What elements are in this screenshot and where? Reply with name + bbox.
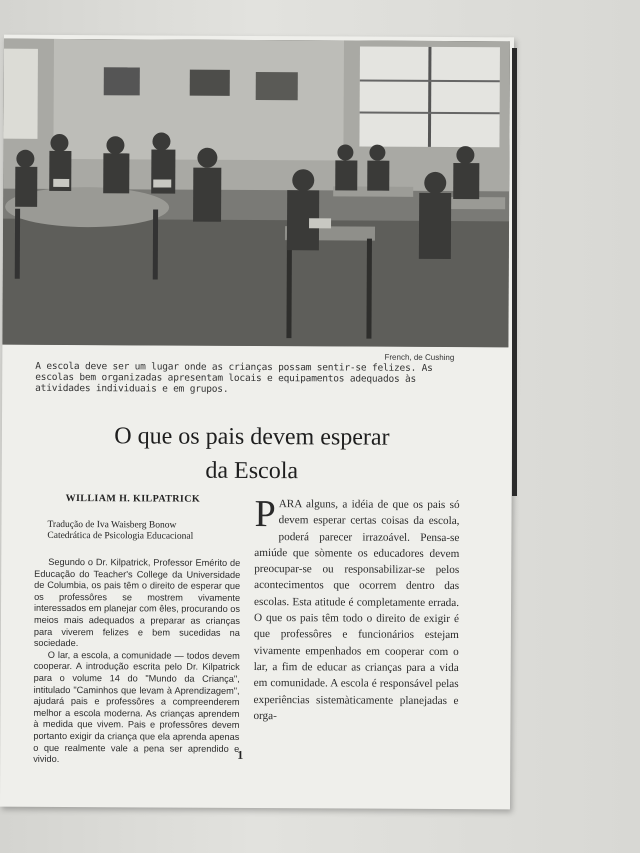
classroom-illustration xyxy=(2,39,510,348)
classroom-photo xyxy=(2,39,510,348)
body-text: ARA alguns, a idéia de que os pais só devem esperar certas coisas da escola, poderá parecer irrazoável. Pensa-se amiúde que sòmente os educadores devem preocupar-se ou responsabilizar-se pelos acontecimentos que ocorrem dentro das escolas. Esta atitude é completamente errada. O que os pais têm todo o direito de exigir é que professôres e funcionários estejam vivamente empenhados em cooperar com o lar, a fim de educar as crianças para a vida em comunidade. A escola é responsável pelas experiências sistemàticamente planejadas e orga- xyxy=(253,498,460,722)
translator-credit xyxy=(47,520,247,543)
page-number: 1 xyxy=(237,747,244,762)
photo-credit: French, de Cushing xyxy=(384,352,455,363)
book-page xyxy=(0,35,514,810)
body-paragraph xyxy=(253,492,460,725)
translator-line-2: Catedrática de Psicologia Educacional xyxy=(47,530,194,542)
next-page-edge xyxy=(512,48,517,496)
title-line-2: da Escola xyxy=(205,457,299,485)
author-name: WILLIAM H. KILPATRICK xyxy=(65,492,201,505)
title-line-1: O que os pais devem esperar xyxy=(114,423,390,451)
intro-paragraph-1: Segundo o Dr. Kilpatrick, Professor Emérito de Educação do Teacher's College da Universidade de Columbia, os pais têm o direito de esperar que os professôres se mostrem vivamente interessados em planejar com êles, procurando os meios mais adequados a preparar as crianças para viverem felizes e bem sucedidas na sociedade. xyxy=(33,556,241,649)
translator-line-1: Tradução de Iva Waisberg Bonow xyxy=(47,519,177,531)
intro-column xyxy=(33,557,240,767)
photo-caption: A escola deve ser um lugar onde as crianças possam sentir-se felizes. As escolas bem organizadas apresentam locais e equipamentos adequados às atividades individuais e em grupos. xyxy=(35,360,433,395)
body-column xyxy=(253,492,460,725)
article-title xyxy=(2,419,502,490)
drop-cap: P xyxy=(254,492,276,536)
intro-paragraph-2: O lar, a escola, a comunidade — todos devem cooperar. A introdução escrita pelo Dr. Kilpatrick para o volume 14 do "Mundo da Criança", intitulado "Caminhos que levam à Aprendizagem", ajudará pais e professôres a compreenderem melhor a escola moderna. As crianças aprendem à medida que vivem. Pais e professôres devem portanto exigir da criança que ela aprenda apenas o que realmente vale a pena ser aprendido e vivido. xyxy=(33,649,240,765)
